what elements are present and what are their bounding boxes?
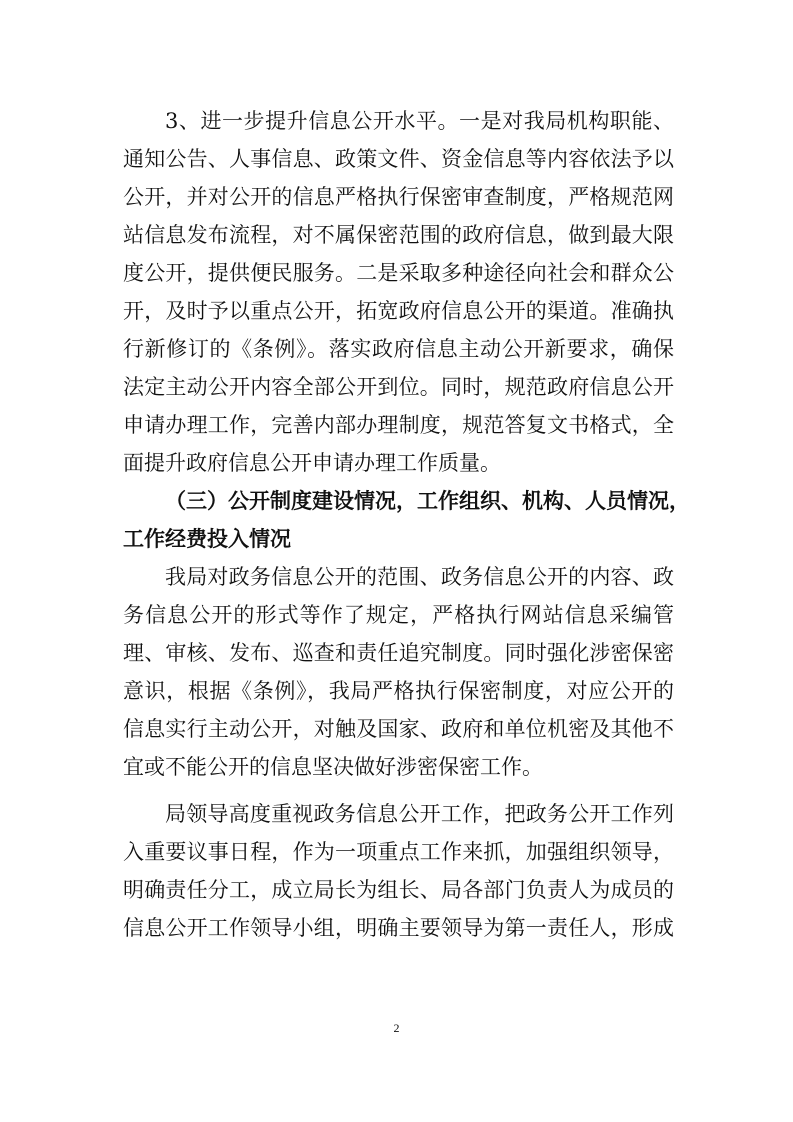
text-line: 面提升政府信息公开申请办理工作质量。 bbox=[123, 451, 501, 475]
text-line: 入重要议事日程，作为一项重点工作来抓，加强组织领导， bbox=[123, 840, 674, 864]
text-line: 公开，并对公开的信息严格执行保密审查制度，严格规范网 bbox=[123, 185, 674, 209]
text-line: 意识，根据《条例》，我局严格执行保密制度，对应公开的 bbox=[123, 679, 674, 703]
text-line: 宜或不能公开的信息坚决做好涉密保密工作。 bbox=[123, 755, 543, 779]
heading-line: 工作经费投入情况 bbox=[123, 526, 291, 551]
text-line: 行新修订的《条例》。落实政府信息主动公开新要求，确保 bbox=[123, 337, 674, 361]
paragraph-leadership bbox=[123, 795, 674, 947]
paragraph-spacer bbox=[123, 786, 674, 795]
text-line: 站信息发布流程，对不属保密范围的政府信息，做到最大限 bbox=[123, 223, 674, 247]
paragraph-disclosure-scope bbox=[123, 558, 674, 786]
text-line: 度公开，提供便民服务。二是采取多种途径向社会和群众公 bbox=[123, 261, 674, 285]
page-number: 2 bbox=[393, 1021, 400, 1035]
text-line: 务信息公开的形式等作了规定，严格执行网站信息采编管 bbox=[123, 603, 674, 627]
text-line: 信息实行主动公开，对触及国家、政府和单位机密及其他不 bbox=[123, 717, 674, 741]
section-heading-system-construction bbox=[123, 482, 690, 558]
text-line: 3、进一步提升信息公开水平。一是对我局机构职能、 bbox=[165, 109, 674, 133]
body-text bbox=[123, 102, 690, 947]
text-line: 法定主动公开内容全部公开到位。同时，规范政府信息公开 bbox=[123, 375, 674, 399]
text-line: 理、审核、发布、巡查和责任追究制度。同时强化涉密保密 bbox=[123, 641, 674, 665]
text-line: 我局对政务信息公开的范围、政务信息公开的内容、政 bbox=[165, 565, 674, 589]
text-line: 通知公告、人事信息、政策文件、资金信息等内容依法予以 bbox=[123, 147, 674, 171]
text-line: 信息公开工作领导小组，明确主要领导为第一责任人，形成 bbox=[123, 916, 674, 940]
text-line: 局领导高度重视政务信息公开工作，把政务公开工作列 bbox=[165, 802, 674, 826]
text-line: 申请办理工作，完善内部办理制度，规范答复文书格式，全 bbox=[123, 413, 674, 437]
text-line: 明确责任分工，成立局长为组长、局各部门负责人为成员的 bbox=[123, 878, 674, 902]
text-line: 开，及时予以重点公开，拓宽政府信息公开的渠道。准确执 bbox=[123, 299, 674, 323]
heading-line: （三）公开制度建设情况，工作组织、机构、人员情况， bbox=[165, 488, 690, 513]
paragraph-info-disclosure-level bbox=[123, 102, 674, 482]
